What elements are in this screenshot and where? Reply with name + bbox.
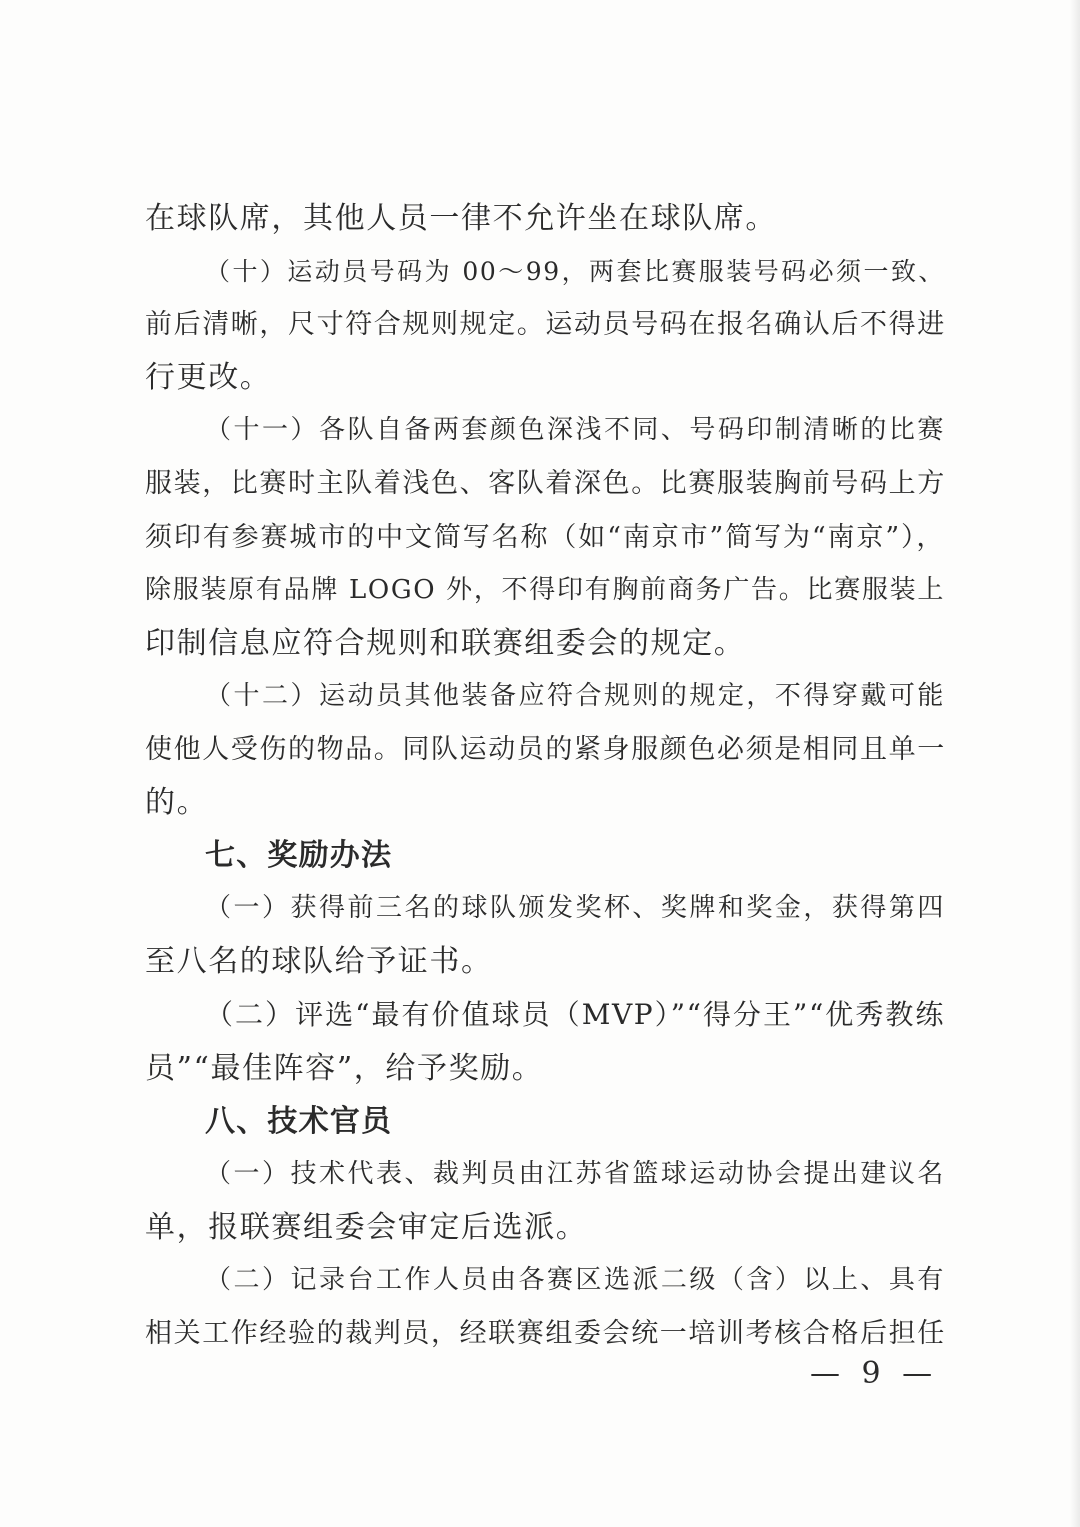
text-line: （十）运动员号码为 00～99，两套比赛服装号码必须一致、 xyxy=(205,257,945,287)
section-heading: 八、技术官员 xyxy=(205,1103,393,1139)
text-line: （十一）各队自备两套颜色深浅不同、号码印制清晰的比赛 xyxy=(205,415,945,446)
section-heading: 七、奖励办法 xyxy=(205,838,393,874)
text-line: 在球队席，其他人员一律不允许坐在球队席。 xyxy=(145,201,777,236)
text-line: 相关工作经验的裁判员，经联赛组委会统一培训考核合格后担任 xyxy=(145,1317,946,1349)
text-line: （二）记录台工作人员由各赛区选派二级（含）以上、具有 xyxy=(205,1264,945,1295)
document-body xyxy=(145,192,945,1360)
text-line: 除服装原有品牌 LOGO 外，不得印有胸前商务广告。比赛服装上 xyxy=(145,574,945,605)
page-number: — 9 — xyxy=(810,1356,939,1391)
text-line: （一）获得前三名的球队颁发奖杯、奖牌和奖金，获得第四 xyxy=(205,893,945,924)
text-line: 使他人受伤的物品。同队运动员的紧身服颜色必须是相同且单一 xyxy=(145,733,946,765)
page-edge-shadow xyxy=(1070,0,1080,1527)
text-line: （一）技术代表、裁判员由江苏省篮球运动协会提出建议名 xyxy=(205,1158,945,1189)
text-line: （十二）运动员其他装备应符合规则的规定，不得穿戴可能 xyxy=(205,680,945,711)
text-line: 须印有参赛城市的中文简写名称（如“南京市”简写为“南京”）， xyxy=(145,521,945,553)
text-line: 印制信息应符合规则和联赛组委会的规定。 xyxy=(145,625,746,661)
text-line: 前后清晰，尺寸符合规则规定。运动员号码在报名确认后不得进 xyxy=(145,309,946,341)
text-line: 员”“最佳阵容”，给予奖励。 xyxy=(145,1050,544,1086)
text-line: 行更改。 xyxy=(145,360,272,396)
text-line: 服装，比赛时主队着浅色、客队着深色。比赛服装胸前号码上方 xyxy=(145,468,946,500)
text-line: （二）评选“最有价值球员（MVP）”“得分王”“优秀教练 xyxy=(205,998,945,1032)
text-line: 单，报联赛组委会审定后选派。 xyxy=(145,1209,588,1245)
text-line: 的。 xyxy=(145,785,209,821)
text-line: 至八名的球队给予证书。 xyxy=(145,944,493,980)
